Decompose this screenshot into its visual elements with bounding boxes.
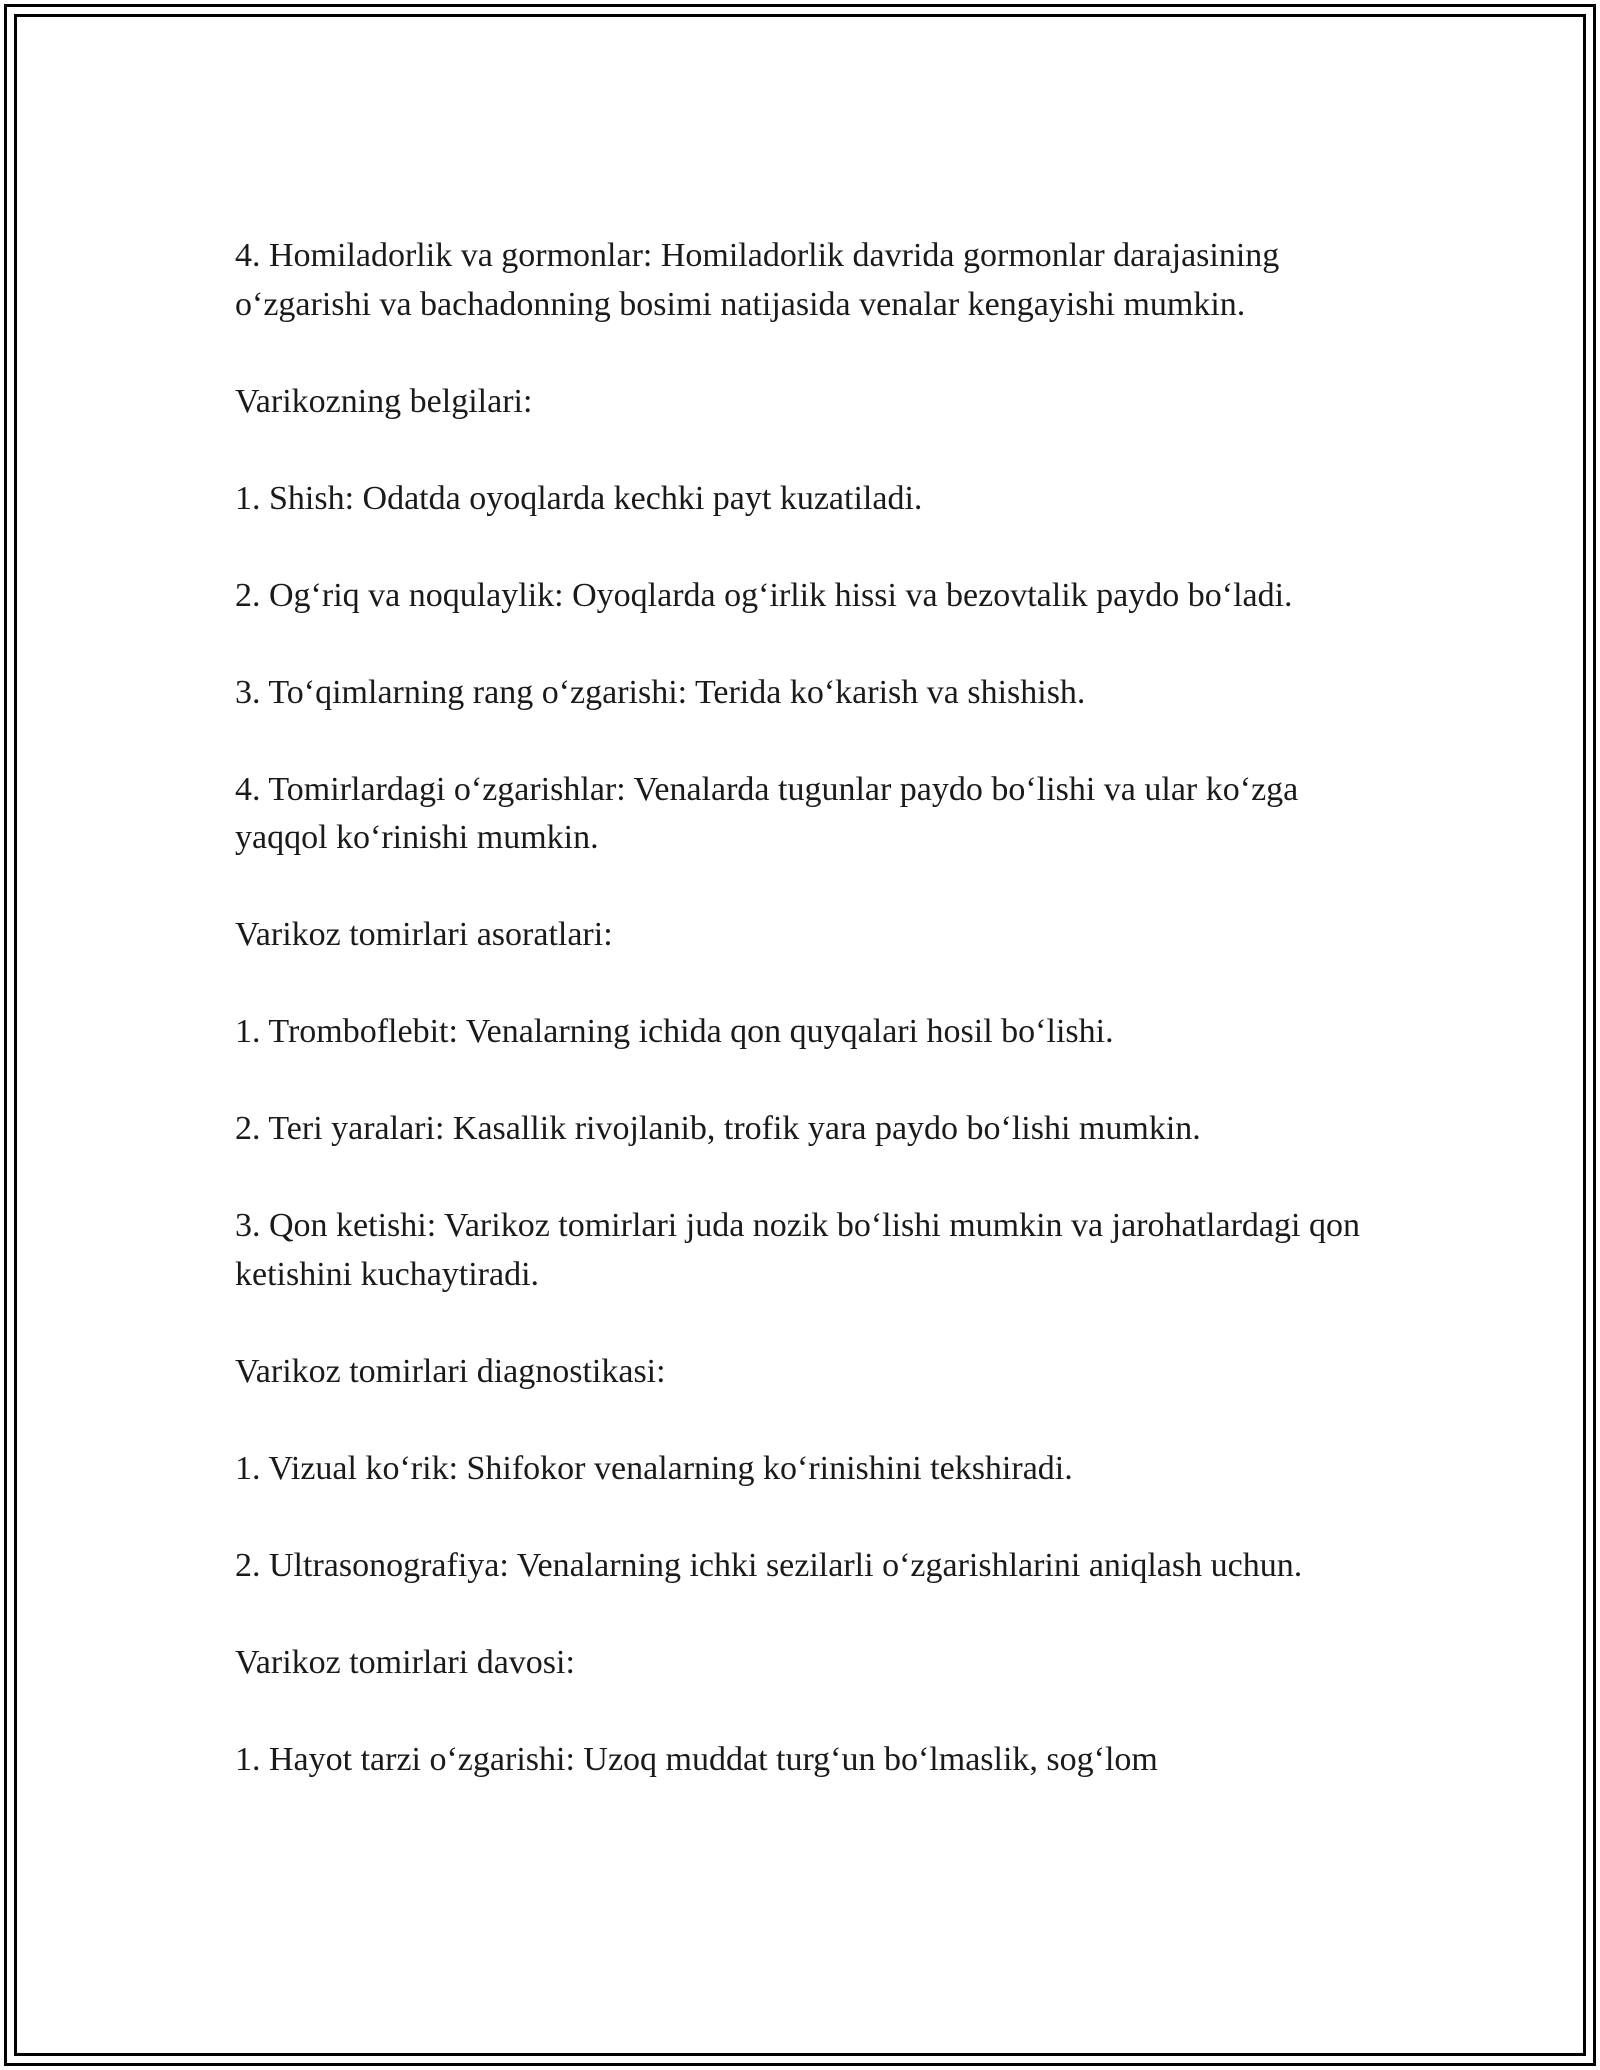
list-item-bleeding: 3. Qon ketishi: Varikoz tomirlari juda nozik bo‘lishi mumkin va jarohatlardagi qon ketishini kuchaytiradi.	[235, 1207, 1360, 1293]
list-item-ultrasonography: 2. Ultrasonografiya: Venalarning ichki sezilarli o‘zgarishlarini aniqlash uchun.	[235, 1546, 1303, 1584]
heading-symptoms: Varikozning belgilari:	[235, 382, 533, 420]
list-item-pain: 2. Og‘riq va noqulaylik: Oyoqlarda og‘irlik hissi va bezovtalik paydo bo‘ladi.	[235, 576, 1293, 614]
list-item-swelling: 1. Shish: Odatda oyoqlarda kechki payt kuzatiladi.	[235, 479, 923, 517]
list-item-skin-ulcers: 2. Teri yaralari: Kasallik rivojlanib, trofik yara paydo bo‘lishi mumkin.	[235, 1110, 1201, 1147]
list-item-vein-changes: 4. Tomirlardagi o‘zgarishlar: Venalarda tugunlar paydo bo‘lishi va ular ko‘zga yaqqol ko‘rinishi mumkin.	[235, 770, 1299, 856]
heading-diagnostics: Varikoz tomirlari diagnostikasi:	[235, 1352, 666, 1390]
list-item-visual-exam: 1. Vizual ko‘rik: Shifokor venalarning ko‘rinishini tekshiradi.	[235, 1449, 1073, 1487]
list-item-skin-color: 3. To‘qimlarning rang o‘zgarishi: Terida ko‘karish va shishish.	[235, 673, 1086, 711]
heading-treatment: Varikoz tomirlari davosi:	[235, 1643, 575, 1681]
list-item-lifestyle: 1. Hayot tarzi o‘zgarishi: Uzoq muddat turg‘un bo‘lmaslik, sog‘lom	[235, 1740, 1158, 1778]
paragraph-pregnancy-hormones: 4. Homiladorlik va gormonlar: Homiladorlik davrida gormonlar darajasining o‘zgarishi va bachadonning bosimi natijasida venalar kengayishi mumkin.	[235, 237, 1280, 323]
list-item-thrombophlebitis: 1. Tromboflebit: Venalarning ichida qon quyqalari hosil bo‘lishi.	[235, 1013, 1114, 1050]
heading-complications: Varikoz tomirlari asoratlari:	[235, 916, 613, 953]
document-body	[235, 232, 1380, 1784]
